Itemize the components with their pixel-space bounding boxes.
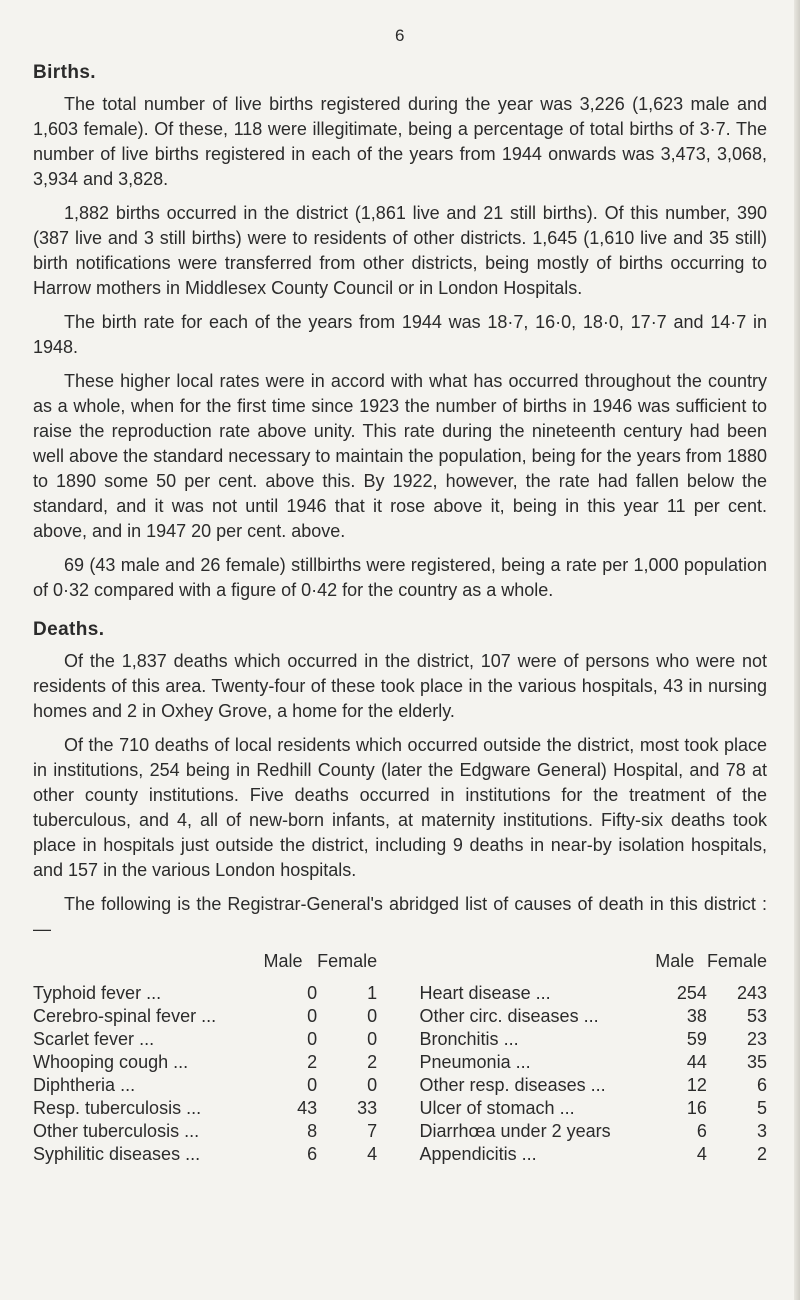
table-row <box>33 1051 767 1074</box>
cause-name: Bronchitis ... <box>419 1029 519 1049</box>
page-edge-shadow <box>794 0 800 1300</box>
female-count: 33 <box>357 1098 378 1118</box>
female-count: 243 <box>736 983 767 1003</box>
table-row <box>33 1097 767 1120</box>
page-number: 6 <box>395 26 405 45</box>
male-count: 2 <box>307 1052 318 1072</box>
female-count: 0 <box>367 1075 378 1095</box>
female-count: 6 <box>756 1075 767 1095</box>
births-heading: Births. <box>33 62 96 83</box>
female-count: 2 <box>367 1052 378 1072</box>
document-body <box>33 62 767 1166</box>
female-count: 53 <box>746 1006 767 1026</box>
cause-name: Typhoid fever ... <box>33 983 162 1003</box>
table-row <box>33 1028 767 1051</box>
male-count: 38 <box>686 1006 707 1026</box>
cause-name: Diphtheria ... <box>33 1075 136 1095</box>
cause-name: Diarrhœa under 2 years <box>419 1121 611 1141</box>
table-row <box>33 1074 767 1097</box>
births-paragraph-3: The birth rate for each of the years from 1944 was 18·7, 16·0, 18·0, 17·7 and 14·7 in 1948. <box>33 312 767 357</box>
male-count: 59 <box>686 1029 707 1049</box>
deaths-section <box>33 619 767 1166</box>
female-count: 3 <box>756 1121 767 1141</box>
cause-name: Other circ. diseases ... <box>419 1006 599 1026</box>
male-count: 6 <box>307 1144 318 1164</box>
deaths-paragraph-2: Of the 710 deaths of local residents which occurred outside the district, most took place in institutions, 254 being in Redhill County (later the Edgware General) Hospital, and 78 at other county institutions. Five deaths occurred in institutions for the treatment of the tuberculous, and 4, all of new-born infants, at maternity institutions. Fifty-six deaths took place in hospitals just outside the district, including 9 deaths in near-by isolation hospitals, and 157 in the various London hospitals. <box>33 735 767 880</box>
deaths-paragraph-1: Of the 1,837 deaths which occurred in the district, 107 were of persons who were not residents of this area. Twenty-four of these took place in the various hospitals, 43 in nursing homes and 2 in Oxhey Grove, a home for the elderly. <box>33 651 767 721</box>
male-count: 0 <box>307 1029 318 1049</box>
births-paragraph-2: 1,882 births occurred in the district (1,861 live and 21 still births). Of this number, 390 (387 live and 3 still births) were to residents of other districts. 1,645 (1,610 live and 35 still) birth notifications were transferred from other districts, being mostly of births occurring to Harrow mothers in Middlesex County Council or in London Hospitals. <box>33 203 767 298</box>
table-row <box>33 1005 767 1028</box>
causes-of-death-table <box>33 951 767 1166</box>
deaths-paragraph-3: The following is the Registrar-General's abridged list of causes of death in this district :— <box>33 894 767 939</box>
male-count: 0 <box>307 1075 318 1095</box>
female-count: 0 <box>367 1029 378 1049</box>
male-count: 8 <box>307 1121 318 1141</box>
male-count: 4 <box>696 1144 707 1164</box>
cause-name: Whooping cough ... <box>33 1052 189 1072</box>
female-count: 0 <box>367 1006 378 1026</box>
cause-name: Heart disease ... <box>419 983 551 1003</box>
male-count: 0 <box>307 1006 318 1026</box>
male-count: 16 <box>686 1098 707 1118</box>
male-count: 12 <box>686 1075 707 1095</box>
causes-table-header <box>33 951 767 982</box>
table-row <box>33 982 767 1005</box>
male-count: 254 <box>676 983 707 1003</box>
deaths-heading: Deaths. <box>33 619 105 640</box>
cause-name: Cerebro-spinal fever ... <box>33 1006 217 1026</box>
female-count: 35 <box>746 1052 767 1072</box>
male-count: 44 <box>686 1052 707 1072</box>
female-count: 23 <box>746 1029 767 1049</box>
births-paragraph-5: 69 (43 male and 26 female) stillbirths were registered, being a rate per 1,000 population of 0·32 compared with a figure of 0·42 for the country as a whole. <box>33 555 767 600</box>
left-female-header: Female <box>317 951 378 971</box>
female-count: 1 <box>367 983 378 1003</box>
births-paragraph-4: These higher local rates were in accord with what has occurred throughout the country as a whole, when for the first time since 1923 the number of births in 1946 was sufficient to raise the reproduction rate above unity. This rate during the nineteenth century had been well above the standard necessary to maintain the population, being for the years from 1880 to 1890 some 50 per cent. above this. By 1922, however, the rate had fallen below the standard, and it was not until 1946 that it rose above it, being in this year 11 per cent. above, and in 1947 20 per cent. above. <box>33 371 767 541</box>
cause-name: Other tuberculosis ... <box>33 1121 200 1141</box>
cause-name: Appendicitis ... <box>419 1144 537 1164</box>
table-row <box>33 1120 767 1143</box>
cause-name: Other resp. diseases ... <box>419 1075 606 1095</box>
births-paragraph-1: The total number of live births registered during the year was 3,226 (1,623 male and 1,603 female). Of these, 118 were illegitimate, being a percentage of total births of 3·7. The number of live births registered in each of the years from 1944 onwards was 3,473, 3,068, 3,934 and 3,828. <box>33 94 767 189</box>
left-male-header: Male <box>263 951 303 971</box>
right-male-header: Male <box>655 951 695 971</box>
cause-name: Syphilitic diseases ... <box>33 1144 201 1164</box>
female-count: 5 <box>756 1098 767 1118</box>
cause-name: Pneumonia ... <box>419 1052 531 1072</box>
male-count: 6 <box>696 1121 707 1141</box>
female-count: 2 <box>756 1144 767 1164</box>
female-count: 4 <box>367 1144 378 1164</box>
births-section <box>33 62 767 603</box>
cause-name: Scarlet fever ... <box>33 1029 155 1049</box>
female-count: 7 <box>367 1121 378 1141</box>
male-count: 43 <box>297 1098 318 1118</box>
cause-name: Resp. tuberculosis ... <box>33 1098 202 1118</box>
male-count: 0 <box>307 983 318 1003</box>
table-row <box>33 1143 767 1166</box>
cause-name: Ulcer of stomach ... <box>419 1098 575 1118</box>
right-female-header: Female <box>706 951 767 971</box>
